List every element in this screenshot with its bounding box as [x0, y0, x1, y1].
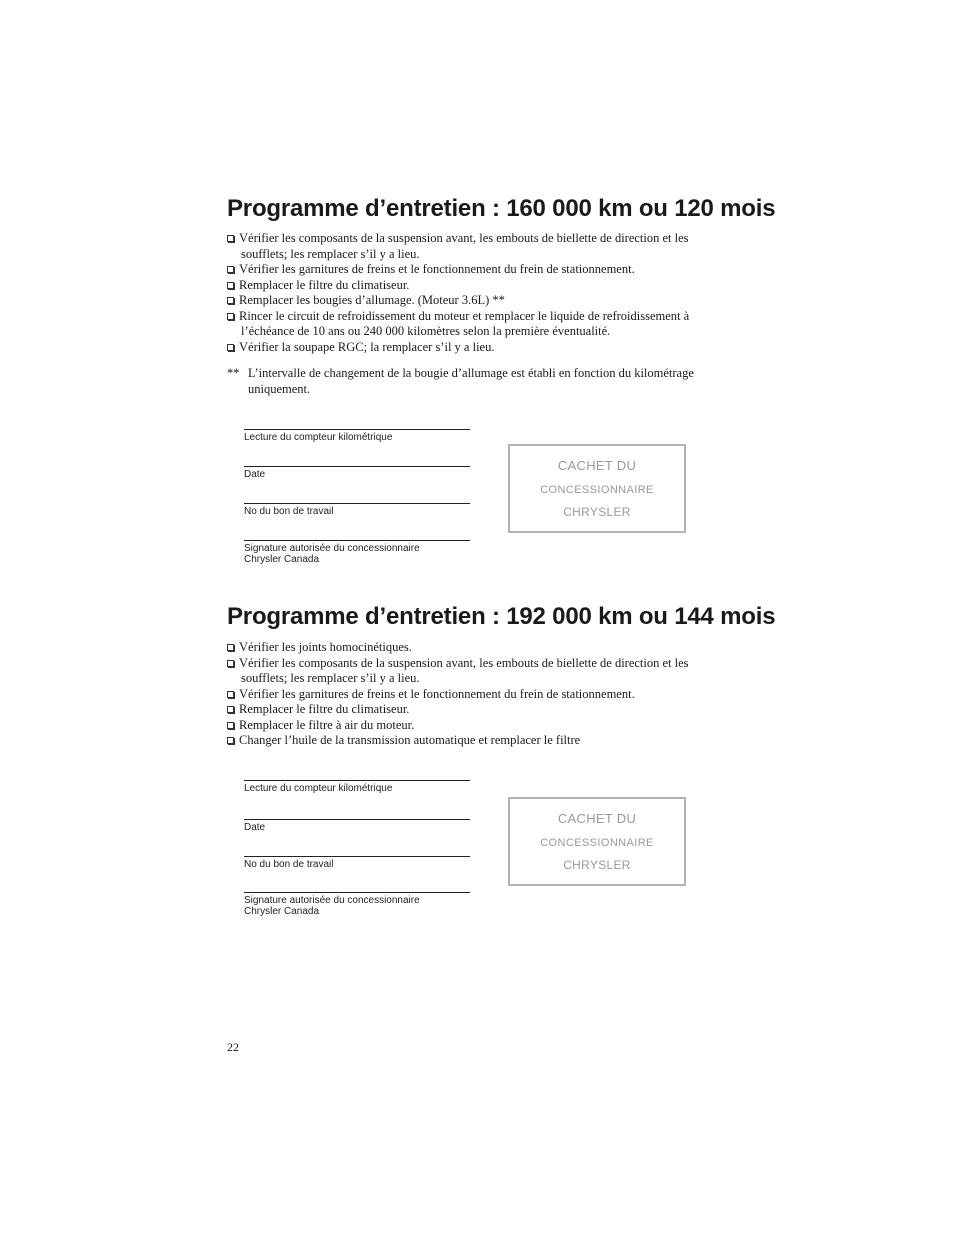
- date-field: Date: [244, 466, 470, 481]
- footnote: ** L’intervalle de changement de la bougie d’allumage est établi en fonction du kilométrage uniquement.: [227, 366, 694, 396]
- dealer-stamp-box: CACHET DU CONCESSIONNAIRE CHRYSLER: [508, 797, 686, 886]
- checkbox-icon: [227, 706, 234, 713]
- checkbox-icon: [227, 235, 234, 242]
- checklist-item: Vérifier les composants de la suspension avant, les embouts de biellette de direction et les soufflets; les remplacer s’il y a lieu.: [227, 656, 727, 687]
- section-title-160000: Programme d’entretien : 160 000 km ou 120 mois: [227, 195, 776, 222]
- section-title-192000: Programme d’entretien : 192 000 km ou 144 mois: [227, 603, 776, 630]
- checkbox-icon: [227, 660, 234, 667]
- checklist-item: Vérifier la soupape RGC; la remplacer s’il y a lieu.: [227, 340, 727, 356]
- checkbox-icon: [227, 282, 234, 289]
- signature-line: [244, 892, 470, 893]
- page-number: 22: [227, 1040, 239, 1054]
- signature-line: [244, 856, 470, 857]
- checkbox-icon: [227, 313, 234, 320]
- checkbox-icon: [227, 737, 234, 744]
- date-field: Date: [244, 819, 470, 834]
- signature-line: [244, 540, 470, 541]
- checkbox-icon: [227, 691, 234, 698]
- checklist-item: Remplacer le filtre du climatiseur.: [227, 702, 727, 718]
- signature-field: Signature autorisée du concessionnaire Chrysler Canada: [244, 892, 470, 917]
- signature-field: Signature autorisée du concessionnaire Chrysler Canada: [244, 540, 470, 565]
- signature-line: [244, 819, 470, 820]
- checklist-160000: [227, 231, 727, 355]
- odometer-field: Lecture du compteur kilométrique: [244, 429, 470, 444]
- checklist-item: Remplacer le filtre du climatiseur.: [227, 278, 727, 294]
- dealer-stamp-box: CACHET DU CONCESSIONNAIRE CHRYSLER: [508, 444, 686, 533]
- checklist-item: Vérifier les garnitures de freins et le fonctionnement du frein de stationnement.: [227, 262, 727, 278]
- checklist-item: Vérifier les joints homocinétiques.: [227, 640, 727, 656]
- checklist-item: Remplacer le filtre à air du moteur.: [227, 718, 727, 734]
- checkbox-icon: [227, 266, 234, 273]
- work-order-field: No du bon de travail: [244, 856, 470, 871]
- checkbox-icon: [227, 644, 234, 651]
- signature-line: [244, 466, 470, 467]
- checklist-192000: [227, 640, 727, 749]
- checklist-item: Changer l’huile de la transmission automatique et remplacer le filtre: [227, 733, 727, 749]
- signature-line: [244, 780, 470, 781]
- checklist-item: Remplacer les bougies d’allumage. (Moteur 3.6L) **: [227, 293, 727, 309]
- checklist-item: Vérifier les composants de la suspension avant, les embouts de biellette de direction et les soufflets; les remplacer s’il y a lieu.: [227, 231, 727, 262]
- signature-line: [244, 503, 470, 504]
- odometer-field: Lecture du compteur kilométrique: [244, 780, 470, 795]
- checklist-item: Rincer le circuit de refroidissement du moteur et remplacer le liquide de refroidissement à l’échéance de 10 ans ou 240 000 kilomètres selon la première éventualité.: [227, 309, 727, 340]
- footnote-mark: **: [227, 366, 240, 380]
- checkbox-icon: [227, 344, 234, 351]
- signature-line: [244, 429, 470, 430]
- work-order-field: No du bon de travail: [244, 503, 470, 518]
- checkbox-icon: [227, 722, 234, 729]
- checklist-item: Vérifier les garnitures de freins et le fonctionnement du frein de stationnement.: [227, 687, 727, 703]
- checkbox-icon: [227, 297, 234, 304]
